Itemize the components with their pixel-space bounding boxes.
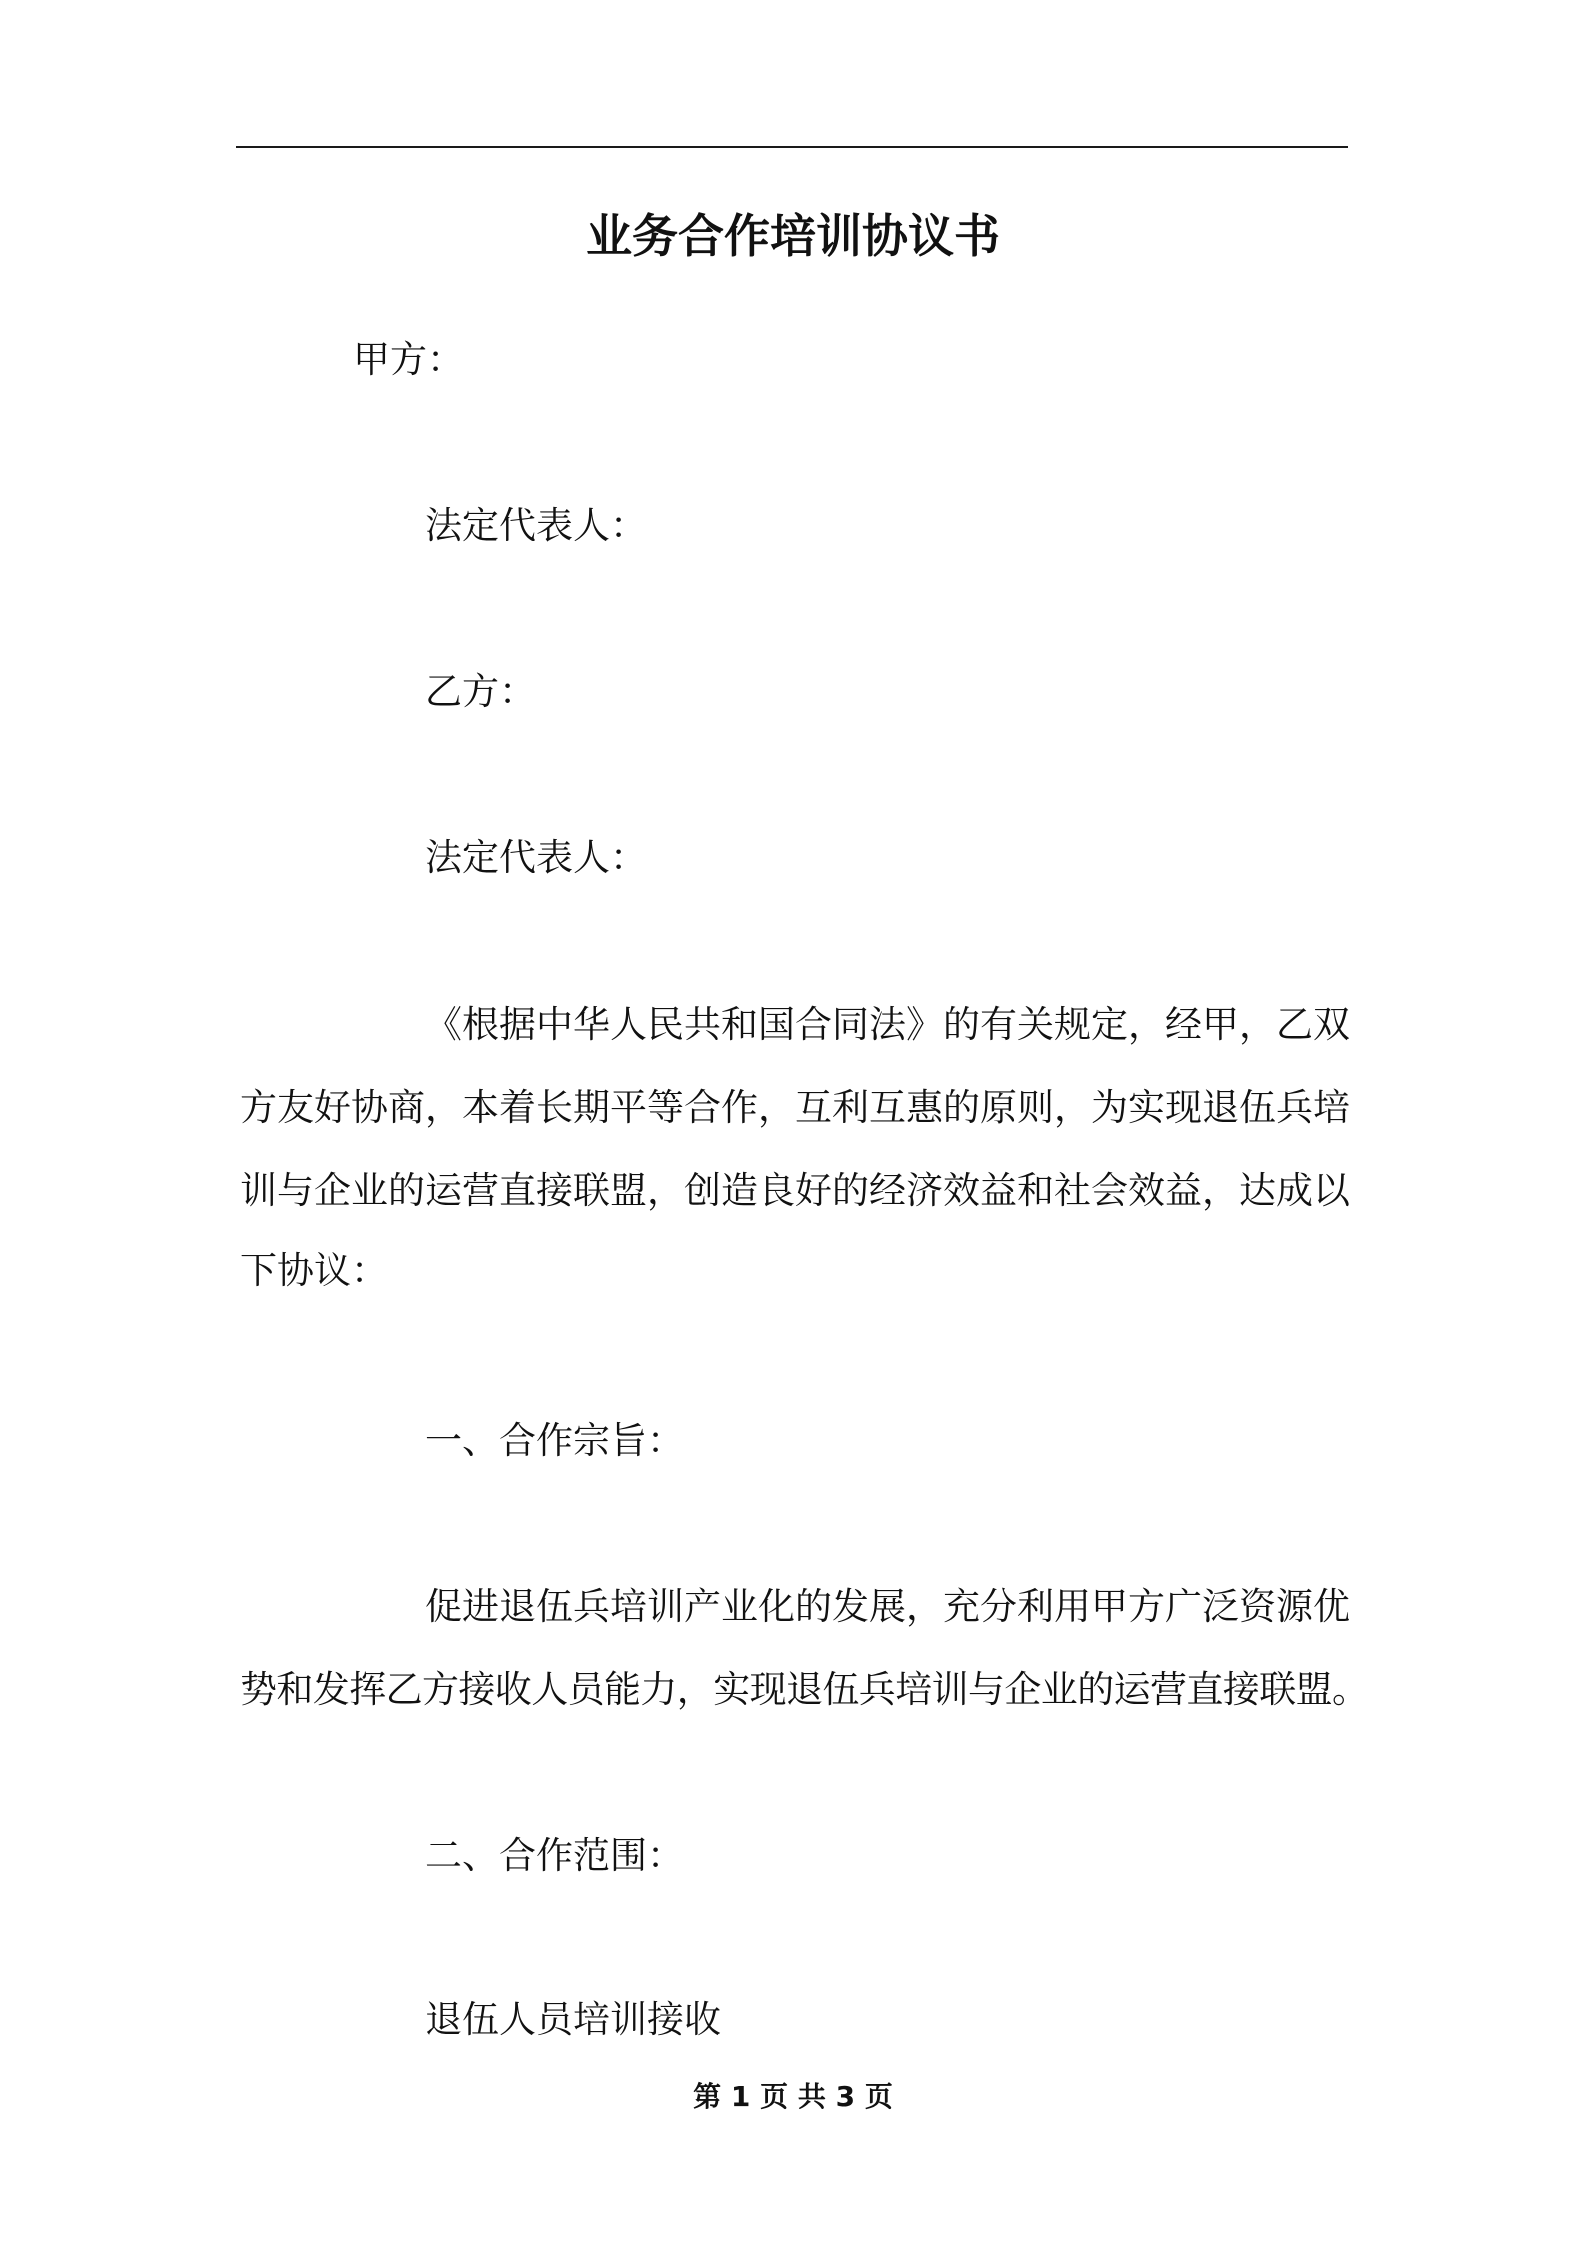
- section-1-line: 势和发挥乙方接收人员能力，实现退伍兵培训与企业的运营直接联盟。: [240, 1668, 1369, 1711]
- party-a-label: 甲方：: [353, 338, 464, 381]
- page-number-footer: 第 1 页 共 3 页: [693, 2080, 893, 2113]
- section-2-heading: 二、合作范围：: [425, 1834, 684, 1877]
- party-a-representative-label: 法定代表人：: [425, 504, 647, 547]
- party-b-representative-label: 法定代表人：: [425, 836, 647, 879]
- section-1-heading: 一、合作宗旨：: [425, 1419, 684, 1462]
- section-2-item: 退伍人员培训接收: [425, 1998, 721, 2041]
- party-b-label: 乙方：: [425, 670, 536, 713]
- section-1-line: 促进退伍兵培训产业化的发展，充分利用甲方广泛资源优: [425, 1585, 1350, 1628]
- intro-line: 下协议：: [240, 1249, 388, 1292]
- document-title: 业务合作培训协议书: [586, 209, 1000, 263]
- header-rule: [236, 146, 1348, 148]
- intro-line: 《根据中华人民共和国合同法》的有关规定，经甲，乙双: [425, 1003, 1350, 1046]
- intro-line: 方友好协商，本着长期平等合作，互利互惠的原则，为实现退伍兵培: [240, 1086, 1350, 1129]
- intro-line: 训与企业的运营直接联盟，创造良好的经济效益和社会效益，达成以: [240, 1169, 1350, 1212]
